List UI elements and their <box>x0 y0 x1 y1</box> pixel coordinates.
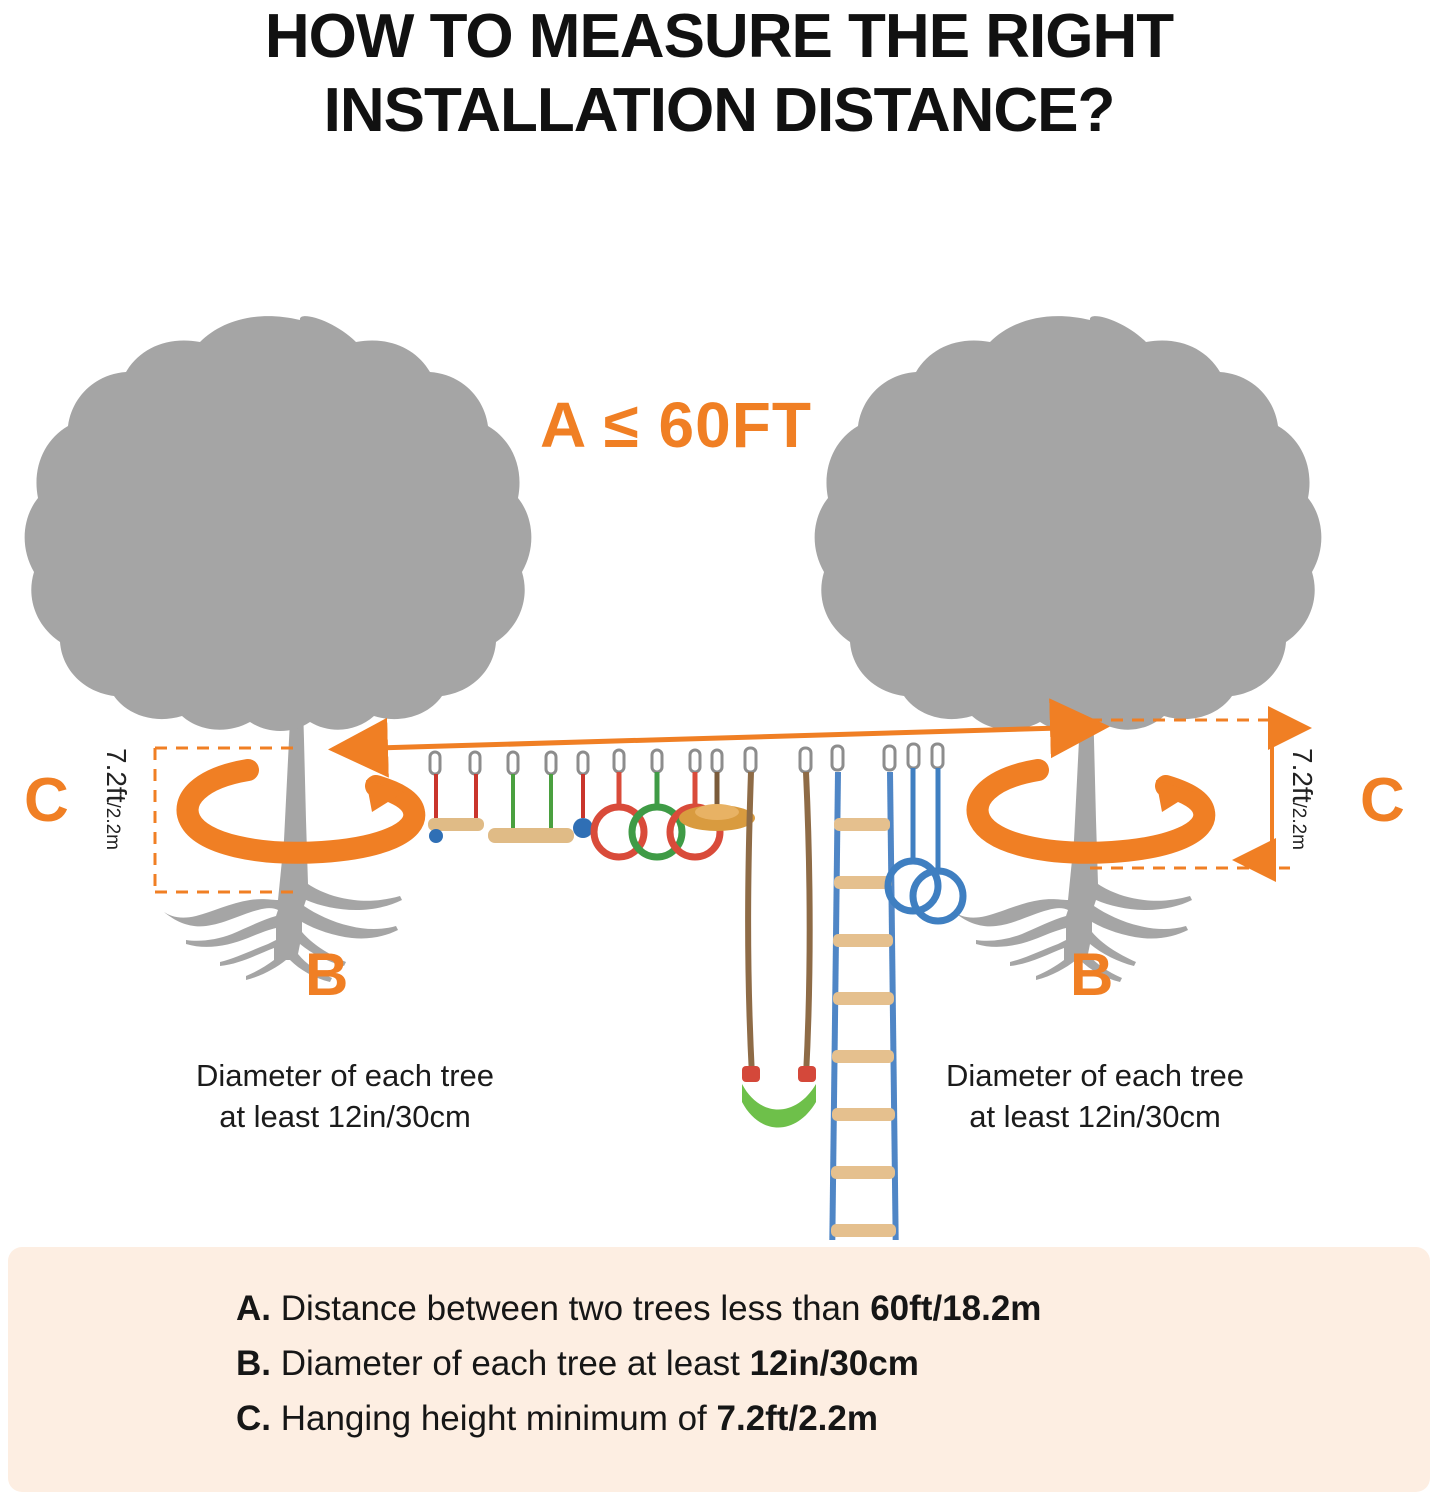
summary-item-b <box>236 1336 1430 1391</box>
label-a-distance: A ≤ 60FT <box>540 389 812 461</box>
height-label-right-sub: /2.2m <box>1288 802 1309 851</box>
summary-item-a-value: 60ft/18.2m <box>870 1289 1042 1328</box>
label-c-left: C <box>24 766 69 835</box>
summary-panel <box>8 1247 1430 1492</box>
summary-item-c-value: 7.2ft/2.2m <box>716 1399 878 1438</box>
label-c-right: C <box>1360 766 1405 835</box>
height-label-left-sub: /2.2m <box>102 802 123 851</box>
label-b-right: B <box>1070 941 1114 1008</box>
summary-item-c-lead: C. <box>236 1399 271 1438</box>
caption-left-line-1: Diameter of each tree <box>195 1058 495 1093</box>
page-title-line-2: INSTALLATION DISTANCE? <box>323 76 1115 145</box>
caption-left-line-2: at least 12in/30cm <box>219 1099 471 1134</box>
installation-diagram <box>0 200 1438 1240</box>
label-b-left: B <box>305 941 349 1008</box>
distance-line <box>378 728 1060 748</box>
summary-list <box>8 1247 1430 1446</box>
summary-item-a-lead: A. <box>236 1289 271 1328</box>
obstacle-course <box>428 744 963 1240</box>
tree-left <box>25 316 532 982</box>
height-label-right <box>1286 748 1318 850</box>
height-label-right-main: 7.2ft <box>1287 748 1318 803</box>
caption-right-line-1: Diameter of each tree <box>945 1058 1245 1093</box>
page-title-line-1: HOW TO MEASURE THE RIGHT <box>264 2 1174 71</box>
caption-right-line-2: at least 12in/30cm <box>969 1099 1221 1134</box>
summary-item-b-lead: B. <box>236 1344 271 1383</box>
summary-item-b-text: Diameter of each tree at least <box>271 1344 750 1383</box>
height-label-left <box>100 748 132 850</box>
summary-item-c-text: Hanging height minimum of <box>271 1399 717 1438</box>
summary-item-a-text: Distance between two trees less than <box>271 1289 871 1328</box>
height-label-left-main: 7.2ft <box>101 748 132 803</box>
page-title <box>0 0 1438 148</box>
summary-item-c <box>236 1391 1430 1446</box>
caption-right <box>885 1055 1305 1137</box>
caption-left <box>135 1055 555 1137</box>
summary-item-a <box>236 1281 1430 1336</box>
summary-item-b-value: 12in/30cm <box>749 1344 919 1383</box>
